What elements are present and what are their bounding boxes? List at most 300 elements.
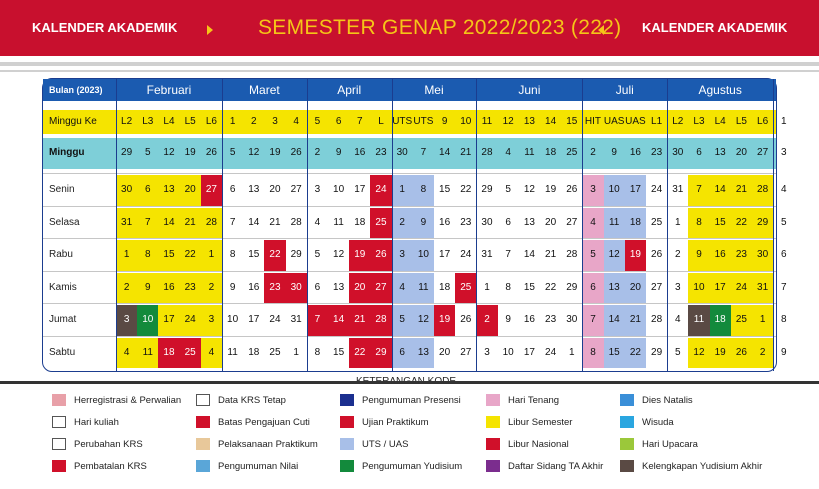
date-cell: 10 — [333, 184, 345, 195]
week-cell: L1 — [651, 116, 663, 127]
date-cell: 21 — [545, 249, 557, 260]
date-cell: 13 — [333, 281, 345, 293]
date-cell: 17 — [439, 249, 451, 260]
date-cell: 20 — [629, 281, 641, 293]
legend-swatch — [340, 394, 354, 406]
week-cell: UTS — [392, 116, 413, 127]
banner-right-title: KALENDER AKADEMIK — [642, 20, 788, 35]
month-label: Februari — [146, 83, 192, 97]
date-cell: 10 — [693, 281, 705, 293]
month-label: Maret — [249, 83, 280, 97]
date-cell: 11 — [333, 216, 344, 228]
legend-swatch — [340, 460, 354, 472]
month-divider — [667, 79, 668, 371]
date-cell: 27 — [205, 184, 217, 195]
week-cell: L6 — [205, 116, 217, 127]
arrow-left-icon — [598, 25, 604, 35]
date-cell: 1 — [208, 249, 215, 260]
week-cell: 9 — [611, 147, 617, 158]
week-cell: 12 — [248, 147, 260, 158]
date-cell: 23 — [460, 216, 472, 228]
week-cell: 10 — [460, 116, 472, 127]
legend-swatch — [52, 394, 66, 406]
week-cell: 9 — [335, 147, 342, 158]
legend-label: Pelaksanaan Praktikum — [218, 439, 318, 450]
date-cell: 16 — [523, 314, 535, 325]
week-cell: 4 — [505, 147, 511, 158]
date-cell: 31 — [672, 184, 684, 195]
week-cell: 26 — [205, 147, 217, 158]
date-cell: 2 — [399, 216, 405, 228]
date-cell: 17 — [163, 314, 175, 325]
date-cell: 22 — [184, 249, 196, 260]
date-cell: 4 — [123, 346, 130, 358]
date-cell: 29 — [290, 249, 302, 260]
legend-label: Libur Semester — [508, 417, 573, 428]
date-cell: 10 — [227, 314, 239, 325]
header-banner — [0, 0, 819, 56]
week-cell: 14 — [545, 116, 557, 127]
week-cell: 13 — [523, 116, 535, 127]
week-cell: UAS — [625, 116, 646, 127]
date-cell: 14 — [248, 216, 260, 228]
date-cell: 20 — [354, 281, 366, 293]
date-cell: 21 — [629, 314, 641, 325]
week-cell: L3 — [693, 116, 705, 127]
date-cell: 12 — [523, 184, 535, 195]
date-cell: 20 — [545, 216, 557, 228]
academic-calendar-table — [42, 78, 787, 372]
week-cell: 29 — [121, 147, 133, 158]
date-cell: 17 — [248, 314, 260, 325]
date-cell: 1 — [123, 249, 130, 260]
date-cell: 4 — [590, 216, 596, 228]
date-cell: 6 — [229, 184, 236, 195]
date-cell: 25 — [375, 216, 387, 228]
date-cell: 21 — [269, 216, 281, 228]
legend-label: Kelengkapan Yudisium Akhir — [642, 461, 763, 472]
date-cell: 30 — [757, 249, 769, 260]
week-cell: 3 — [272, 116, 278, 127]
date-cell: 18 — [354, 216, 366, 228]
minggu-label: Minggu — [49, 147, 85, 158]
week-cell: L5 — [735, 116, 747, 127]
month-divider — [476, 79, 477, 371]
week-cell: 21 — [460, 147, 472, 158]
date-cell: 28 — [375, 314, 387, 325]
date-cell: 31 — [757, 281, 769, 293]
date-cell: 9 — [696, 249, 702, 260]
day-label: Kamis — [49, 281, 77, 293]
date-cell: 3 — [484, 346, 490, 358]
month-divider — [392, 79, 393, 371]
date-cell: 11 — [693, 314, 705, 325]
week-cell: 23 — [375, 147, 387, 158]
week-cell: 5 — [314, 116, 321, 127]
date-cell: 28 — [205, 216, 217, 228]
date-cell: 24 — [184, 314, 196, 325]
month-divider — [116, 79, 117, 371]
month-header — [43, 79, 776, 101]
legend-swatch — [486, 460, 500, 472]
week-cell: 16 — [354, 147, 366, 158]
date-cell: 31 — [290, 314, 302, 325]
date-cell: 1 — [399, 184, 405, 195]
month-label: Mei — [424, 83, 444, 97]
week-cell: 30 — [672, 147, 684, 158]
legend-swatch — [340, 438, 354, 450]
week-cell: 11 — [481, 116, 493, 127]
legend-swatch — [620, 460, 634, 472]
day-label: Senin — [49, 184, 75, 195]
date-cell: 10 — [608, 184, 620, 195]
date-cell: 27 — [460, 346, 472, 358]
date-cell: 18 — [163, 346, 175, 358]
minggu-row — [43, 138, 787, 169]
page-title: SEMESTER GENAP 2022/2023 (222) — [258, 16, 622, 39]
week-cell: L5 — [184, 116, 196, 127]
date-cell: 14 — [608, 314, 620, 325]
week-cell: 2 — [590, 147, 596, 158]
week-cell: 30 — [396, 147, 408, 158]
legend-swatch — [340, 416, 354, 428]
date-cell: 20 — [269, 184, 281, 195]
date-cell: 2 — [208, 281, 215, 293]
day-label: Selasa — [49, 216, 80, 228]
date-cell: 15 — [523, 281, 535, 293]
date-cell: 28 — [757, 184, 769, 195]
date-cell: 30 — [566, 314, 578, 325]
date-cell: 16 — [714, 249, 726, 260]
date-cell: 28 — [290, 216, 302, 228]
date-cell: 19 — [629, 249, 641, 260]
legend-swatch — [196, 394, 210, 406]
date-cell: 26 — [566, 184, 578, 195]
date-cell: 22 — [460, 184, 472, 195]
date-cell: 6 — [505, 216, 511, 228]
week-cell: UTS — [413, 116, 434, 127]
legend-swatch — [52, 438, 66, 450]
week-cell: 19 — [184, 147, 196, 158]
date-cell: 27 — [566, 216, 578, 228]
legend-label: Hari Tenang — [508, 395, 560, 406]
month-label: April — [337, 83, 362, 97]
date-cell: 19 — [439, 314, 451, 325]
date-cell: 17 — [629, 184, 641, 195]
date-cell: 3 — [208, 314, 215, 325]
date-cell: 21 — [184, 216, 196, 228]
date-cell: 6 — [145, 184, 151, 195]
date-cell: 5 — [505, 184, 511, 195]
date-cell: 6 — [399, 346, 405, 358]
week-cell: 20 — [735, 147, 747, 158]
divider — [0, 62, 819, 66]
week-cell: 13 — [714, 147, 726, 158]
date-cell: 1 — [484, 281, 490, 293]
date-cell: 14 — [523, 249, 535, 260]
date-cell: 15 — [248, 249, 260, 260]
legend-label: Ujian Praktikum — [362, 417, 429, 428]
date-cell: 20 — [184, 184, 196, 195]
date-cell: 23 — [735, 249, 747, 260]
date-cell: 8 — [145, 249, 151, 260]
date-cell: 6 — [590, 281, 596, 293]
divider — [0, 70, 819, 72]
week-cell: 14 — [439, 147, 451, 158]
date-cell: 7 — [145, 216, 151, 228]
date-cell: 24 — [735, 281, 747, 293]
date-cell: 30 — [481, 216, 493, 228]
legend-label: Batas Pengajuan Cuti — [218, 417, 310, 428]
date-cell: 4 — [781, 184, 787, 195]
week-cell: 16 — [629, 147, 641, 158]
date-cell: 9 — [505, 314, 511, 325]
date-cell: 16 — [248, 281, 260, 293]
date-cell: 24 — [375, 184, 387, 195]
week-cell: 18 — [545, 147, 557, 158]
week-cell: 12 — [502, 116, 514, 127]
banner-left-title: KALENDER AKADEMIK — [32, 20, 178, 35]
date-cell: 25 — [651, 216, 663, 228]
week-cell: 7 — [420, 147, 427, 158]
date-cell: 19 — [545, 184, 557, 195]
legend-swatch — [620, 394, 634, 406]
day-row — [43, 303, 787, 337]
date-cell: 15 — [608, 346, 620, 358]
legend-swatch — [486, 394, 500, 406]
date-cell: 18 — [439, 281, 451, 293]
date-cell: 10 — [502, 346, 514, 358]
date-cell: 7 — [229, 216, 236, 228]
date-cell: 23 — [184, 281, 196, 293]
bulan-label: Bulan (2023) — [49, 85, 103, 95]
legend-label: Herregistrasi & Perwalian — [74, 395, 182, 406]
legend-label: Pengumuman Presensi — [362, 395, 461, 406]
date-cell: 11 — [608, 216, 620, 228]
date-cell: 17 — [354, 184, 366, 195]
date-cell: 6 — [781, 249, 787, 260]
date-cell: 18 — [714, 314, 726, 325]
week-cell: 11 — [524, 147, 535, 158]
date-cell: 10 — [417, 249, 429, 260]
day-row — [43, 173, 787, 207]
date-cell: 4 — [675, 314, 681, 325]
legend-label: Pengumuman Nilai — [218, 461, 299, 472]
date-cell: 4 — [399, 281, 405, 293]
date-cell: 9 — [781, 346, 787, 358]
date-cell: 26 — [375, 249, 387, 260]
week-cell: 5 — [229, 147, 236, 158]
date-cell: 27 — [290, 184, 302, 195]
date-cell: 20 — [439, 346, 451, 358]
date-cell: 8 — [781, 314, 787, 325]
date-cell: 13 — [163, 184, 175, 195]
date-cell: 27 — [651, 281, 663, 293]
date-cell: 3 — [399, 249, 405, 260]
legend-label: Pembatalan KRS — [74, 461, 147, 472]
month-divider — [222, 79, 223, 371]
date-cell: 27 — [375, 281, 387, 293]
date-cell: 25 — [184, 346, 196, 358]
date-cell: 14 — [333, 314, 345, 325]
date-cell: 11 — [142, 346, 153, 358]
legend-label: UTS / UAS — [362, 439, 409, 450]
legend-swatch — [196, 438, 210, 450]
date-cell: 9 — [229, 281, 236, 293]
date-cell: 5 — [399, 314, 405, 325]
date-cell: 9 — [420, 216, 427, 228]
date-cell: 7 — [781, 281, 787, 293]
date-cell: 22 — [545, 281, 557, 293]
week-cell: 4 — [293, 116, 299, 127]
legend-swatch — [486, 438, 500, 450]
week-cell: 15 — [566, 116, 578, 127]
date-cell: 24 — [460, 249, 472, 260]
date-cell: 13 — [417, 346, 429, 358]
week-cell: L — [378, 116, 384, 127]
date-cell: 1 — [569, 346, 575, 358]
month-divider — [582, 79, 583, 371]
date-cell: 22 — [269, 249, 281, 260]
date-cell: 25 — [269, 346, 281, 358]
date-cell: 1 — [293, 346, 299, 358]
date-cell: 13 — [523, 216, 535, 228]
day-row — [43, 336, 787, 370]
date-cell: 3 — [123, 314, 130, 325]
date-cell: 7 — [696, 184, 702, 195]
date-cell: 29 — [481, 184, 493, 195]
date-cell: 25 — [460, 281, 472, 293]
week-cell: 26 — [290, 147, 302, 158]
legend-swatch — [196, 460, 210, 472]
month-divider — [773, 79, 774, 371]
legend-label: Hari kuliah — [74, 417, 119, 428]
day-label: Rabu — [49, 249, 73, 260]
date-cell: 3 — [314, 184, 321, 195]
legend-swatch — [620, 416, 634, 428]
date-cell: 7 — [314, 314, 321, 325]
legend-label: Dies Natalis — [642, 395, 693, 406]
legend-label: Daftar Sidang TA Akhir — [508, 461, 604, 472]
week-cell: 6 — [696, 147, 702, 158]
date-cell: 24 — [651, 184, 663, 195]
date-cell: 15 — [439, 184, 451, 195]
date-cell: 5 — [590, 249, 596, 260]
date-cell: 5 — [314, 249, 321, 260]
date-cell: 8 — [696, 216, 702, 228]
week-cell: L4 — [163, 116, 175, 127]
day-row — [43, 271, 787, 305]
date-cell: 8 — [590, 346, 596, 358]
week-cell: L2 — [672, 116, 684, 127]
date-cell: 22 — [354, 346, 366, 358]
day-label: Sabtu — [49, 346, 76, 358]
date-cell: 1 — [759, 314, 766, 325]
legend-label: Hari Upacara — [642, 439, 698, 450]
day-row — [43, 206, 787, 240]
legend-swatch — [196, 416, 210, 428]
month-divider — [307, 79, 308, 371]
date-cell: 9 — [145, 281, 151, 293]
date-cell: 11 — [227, 346, 238, 358]
date-cell: 14 — [714, 184, 726, 195]
legend-swatch — [486, 416, 500, 428]
date-cell: 28 — [651, 314, 663, 325]
date-cell: 25 — [735, 314, 747, 325]
date-cell: 30 — [121, 184, 133, 195]
day-label: Jumat — [49, 314, 77, 325]
week-cell: 19 — [269, 147, 281, 158]
legend-swatch — [52, 460, 66, 472]
week-cell: 28 — [481, 147, 493, 158]
week-cell: L6 — [757, 116, 769, 127]
date-cell: 15 — [333, 346, 345, 358]
date-cell: 31 — [481, 249, 493, 260]
week-cell: 9 — [441, 116, 448, 127]
date-cell: 10 — [142, 314, 154, 325]
minggu-ke-row — [43, 110, 787, 134]
legend-label: Data KRS Tetap — [218, 395, 286, 406]
date-cell: 17 — [714, 281, 726, 293]
date-cell: 8 — [229, 249, 236, 260]
legend-label: Wisuda — [642, 417, 674, 428]
date-cell: 26 — [460, 314, 472, 325]
arrow-right-icon — [207, 25, 213, 35]
date-cell: 22 — [735, 216, 747, 228]
date-cell: 2 — [123, 281, 130, 293]
date-cell: 3 — [590, 184, 596, 195]
month-label: Agustus — [698, 83, 742, 97]
date-cell: 15 — [714, 216, 726, 228]
date-cell: 18 — [248, 346, 260, 358]
date-cell: 4 — [314, 216, 321, 228]
week-cell: 2 — [251, 116, 257, 127]
date-cell: 7 — [590, 314, 596, 325]
date-cell: 6 — [314, 281, 321, 293]
date-cell: 2 — [675, 249, 681, 260]
date-cell: 19 — [714, 346, 726, 358]
week-cell: 5 — [145, 147, 151, 158]
week-cell: 23 — [651, 147, 663, 158]
date-cell: 13 — [608, 281, 620, 293]
date-cell: 8 — [314, 346, 321, 358]
date-cell: 4 — [208, 346, 215, 358]
week-cell: 12 — [163, 147, 175, 158]
date-cell: 23 — [269, 281, 281, 293]
minggu-ke-label: Minggu Ke — [49, 116, 97, 127]
date-cell: 7 — [505, 249, 511, 260]
date-cell: 12 — [333, 249, 345, 260]
date-cell: 29 — [651, 346, 663, 358]
date-cell: 17 — [523, 346, 535, 358]
week-cell: 1 — [229, 116, 236, 127]
date-cell: 2 — [759, 346, 766, 358]
date-cell: 1 — [675, 216, 681, 228]
date-cell: 16 — [439, 216, 451, 228]
week-cell: L4 — [714, 116, 726, 127]
month-label: Juni — [518, 83, 541, 97]
month-label: Juli — [615, 83, 634, 97]
date-cell: 28 — [566, 249, 578, 260]
date-cell: 5 — [781, 216, 787, 228]
date-cell: 26 — [735, 346, 747, 358]
date-cell: 30 — [290, 281, 302, 293]
date-cell: 8 — [505, 281, 511, 293]
date-cell: 12 — [417, 314, 429, 325]
date-cell: 22 — [629, 346, 641, 358]
date-cell: 15 — [163, 249, 175, 260]
legend-swatch — [52, 416, 66, 428]
